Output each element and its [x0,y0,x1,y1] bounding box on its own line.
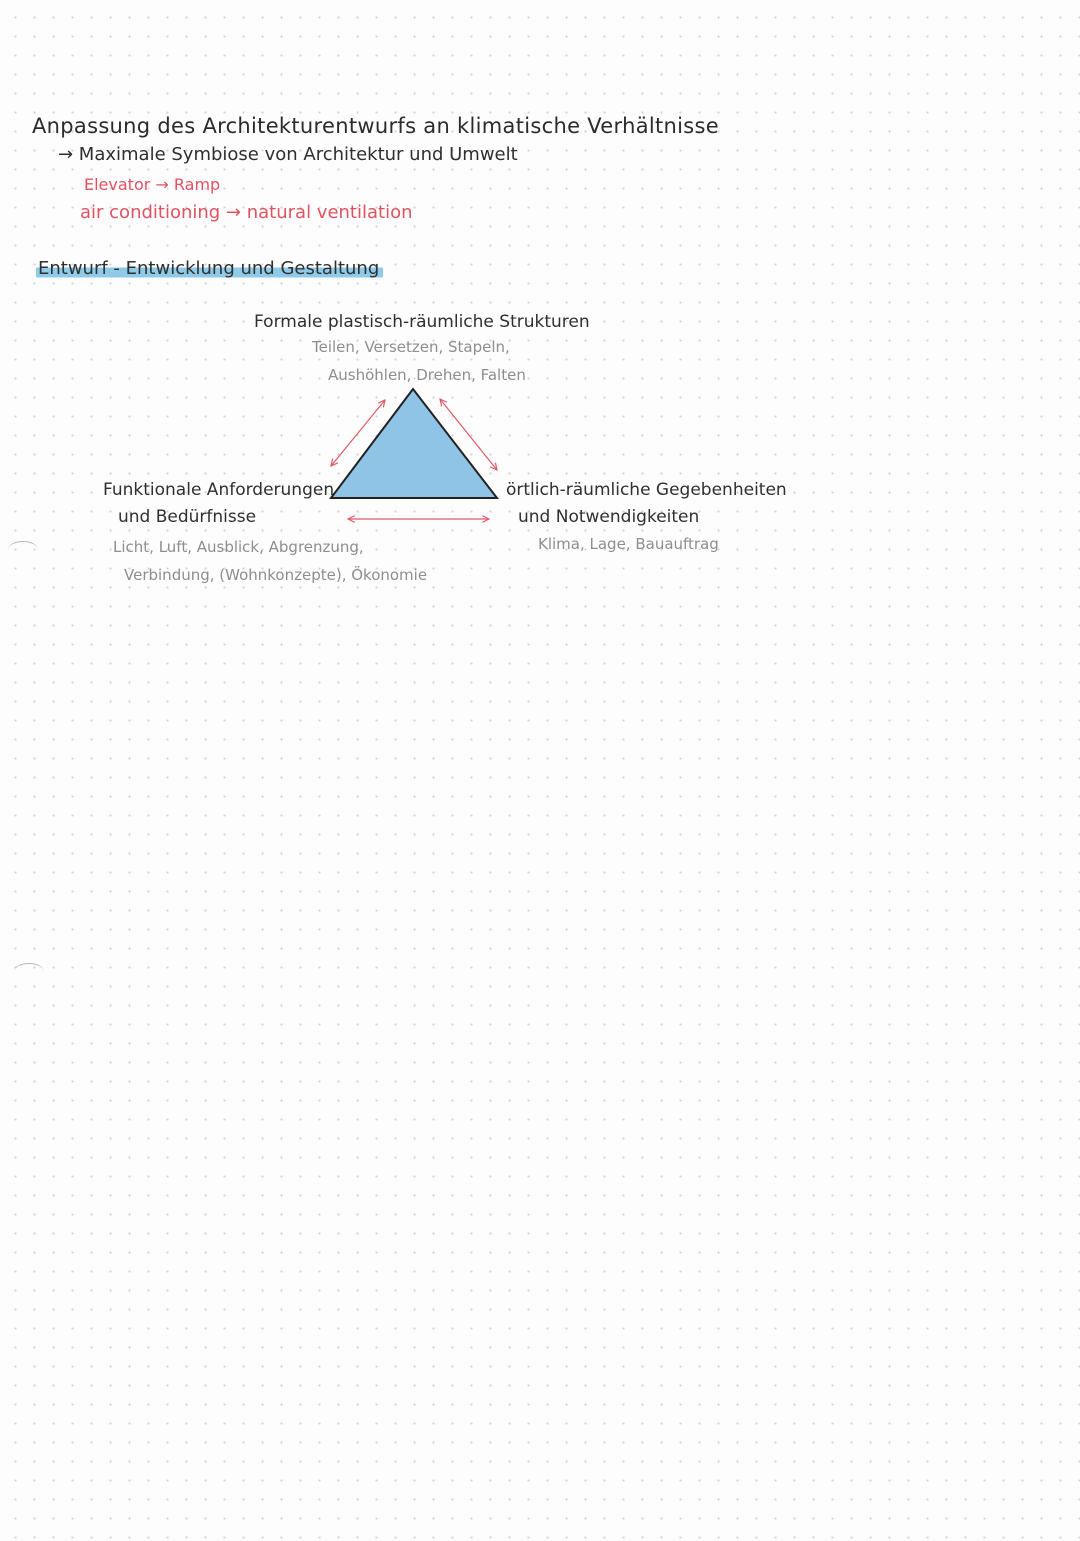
right-node-details: Klima, Lage, Bauauftrag [538,535,719,553]
right-node-title-line1: örtlich-räumliche Gegebenheiten [506,480,787,500]
left-node-title-line1: Funktionale Anforderungen [103,480,335,500]
example-elevator-ramp: Elevator → Ramp [84,175,221,194]
triangle-shape [331,389,497,498]
hole-mark-lower [14,963,44,980]
subtitle: → Maximale Symbiose von Architektur und Umwelt [58,144,518,165]
top-node-title: Formale plastisch-räumliche Strukturen [254,312,590,332]
left-node-details-line2: Verbindung, (Wohnkonzepte), Ökonomie [124,566,428,584]
left-node-details-line1: Licht, Luft, Ausblick, Abgrenzung, [113,538,364,556]
hole-mark-upper [8,541,38,558]
left-node-title-line2: und Bedürfnisse [118,507,257,527]
page-title: Anpassung des Architekturentwurfs an klimatische Verhältnisse [32,114,719,138]
top-node-details-line2: Aushöhlen, Drehen, Falten [328,366,526,384]
top-node-details-line1: Teilen, Versetzen, Stapeln, [312,338,510,356]
section-heading: Entwurf - Entwicklung und Gestaltung [36,258,383,279]
right-node-title-line2: und Notwendigkeiten [518,507,700,527]
example-ac-ventilation: air conditioning → natural ventilation [80,202,413,223]
